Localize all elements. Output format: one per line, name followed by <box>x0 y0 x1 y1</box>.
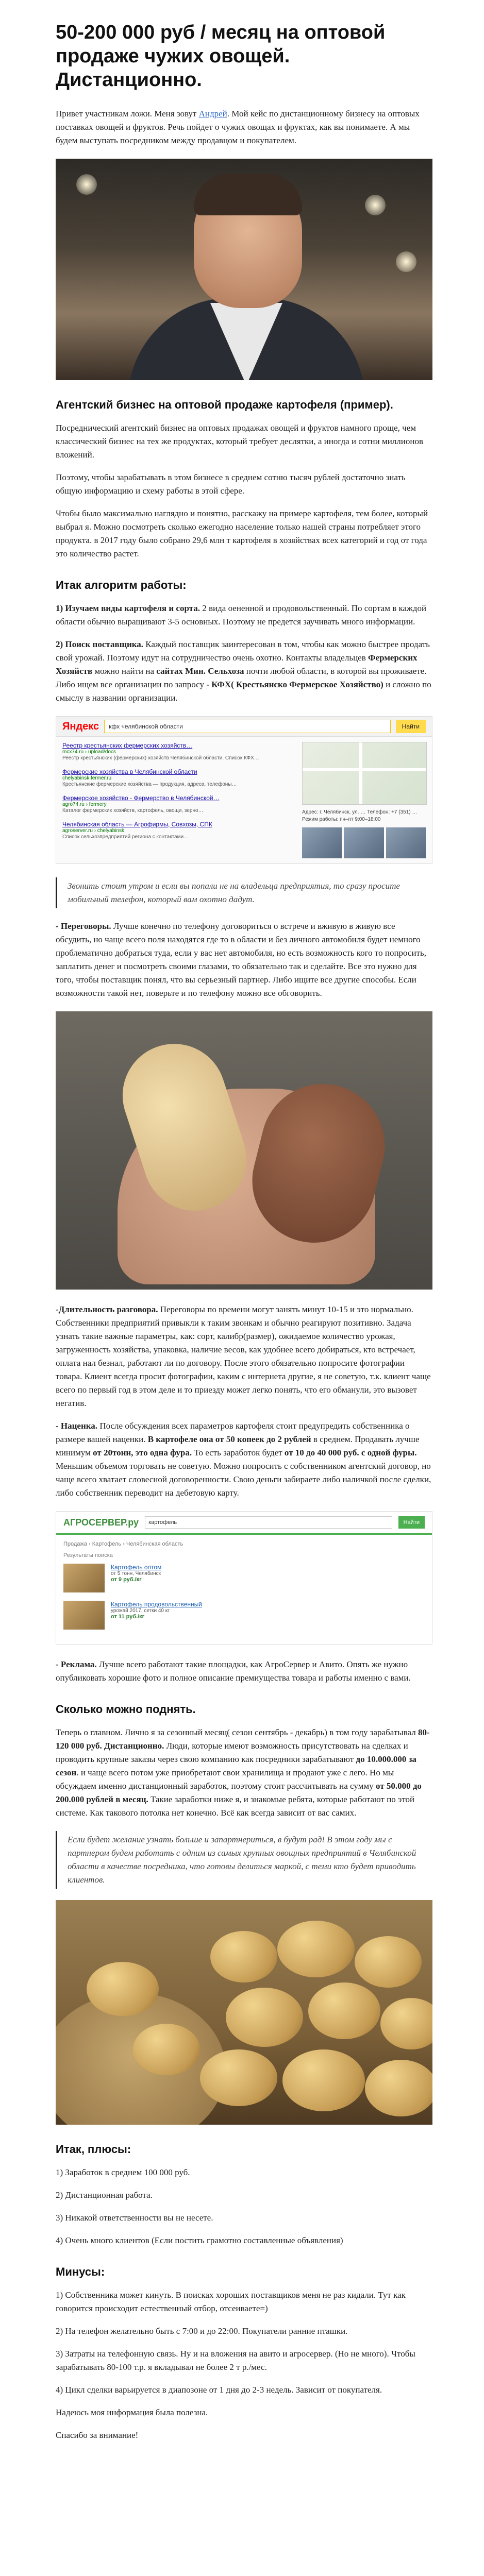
listing-thumbnail <box>63 1564 105 1592</box>
earnings-text: Теперь о главном. Лично я за сезонный месяц( сезон сентябрь - декабрь) в том году зарабатывал <box>56 1727 418 1737</box>
potatoes-pile-image <box>56 1900 432 2125</box>
list-item: 1) Заработок в среднем 100 000 руб. <box>56 2167 190 2177</box>
search-result-snippet: Каталог фермерских хозяйств, картофель, овощи, зерно… <box>62 808 204 814</box>
outro-paragraph: Надеюсь моя информация была полезна. <box>56 2408 208 2417</box>
negotiations-paragraph <box>56 920 432 1000</box>
listing-meta: от 5 тонн, Челябинск <box>111 1571 161 1577</box>
potato <box>87 1962 159 2016</box>
markup-paragraph <box>56 1419 432 1500</box>
potato-hand-photo <box>56 1011 432 1290</box>
ads-paragraph <box>56 1658 432 1685</box>
intro-paragraph <box>56 107 432 147</box>
step-2-text: и сложно по смыслу в названии организации. <box>56 680 431 703</box>
duration-text: Переговоры по времени могут занять минут 10-15 и это нормально. Собственники предприятий привыкли к таким звонкам и обычно реагируют позитивно. Задача узнать такие важные параметры, как: сорт, калибр(размер), ожидаемое количество урожая, загруженность хозяйства, упаковка, наличие весов, как удобнее всего добираться, кто встречает, оплата нал безнал, работают ли по договору. После этого обязательно попросите фотографии товара. Клиент всегда просит фотографии, каким с интернета другие, я не советую, т.к. клиент чаще всего по первый год в этом деле и то приезду может легко понять, что его обманули, это вызовет негатив. <box>56 1304 431 1408</box>
listing-title: Картофель продовольственный <box>111 1601 202 1608</box>
step-2-title: 2) Поиск поставщика. <box>56 639 144 649</box>
search-result-snippet: Список сельхозпредприятий региона с контактами… <box>62 834 189 840</box>
negotiations-text: Лучше конечно по телефону договориться о встрече и вживую в живую все обсудить, но чаще всего поля находятся где то в области и без личного автомобиля будет немного проблематично добраться туда, если у вас нет автомобиля, но есть возможность кого то попросить, заплатить денег и посмотреть своими глазами, то обязательно так и сделайте. Все это нужно для того, чтобы поставщик понял, что вы серьезный партнер. Либо ищите все другие способы. Если возможности такой нет, поверьте и по телефону можно все обговорить. <box>56 921 427 998</box>
potato <box>380 1998 432 2049</box>
paragraph: Посреднический агентский бизнес на оптовых продажах овощей и фруктов намного проще, чем классический бизнес на тех же продуктах, который требует деслятки, а иногда и сотни миллионов вложений. <box>56 423 423 460</box>
potato <box>133 2024 200 2075</box>
potato <box>365 2060 432 2116</box>
markup-text: После обсуждения всех параметров картофеля стоит предупредить собственника о размере вашей наценки. <box>56 1421 410 1444</box>
map-road <box>359 742 362 804</box>
author-link[interactable]: Андрей <box>198 109 227 118</box>
potatoes-photo <box>56 1900 432 2125</box>
search-result-url: mcx74.ru › upload/docs <box>62 749 116 755</box>
results-label: Результаты поиска <box>63 1552 113 1558</box>
section-heading-pros: Итак, плюсы: <box>56 2143 131 2156</box>
list-item: 4) Цикл сделки варьируется в диапозоне от 1 дня до 2-3 недель. Зависит от покупателя. <box>56 2385 382 2395</box>
paragraph: Чтобы было максимально наглядно и понятно, расскажу на примере картофеля, тем более, который выбрал я. Можно посмотреть сколько ежегодно население только нашей страны потребляет этого продукта. в 2017 году было собрано 29,6 млн т картофеля в хозяйствах всех категорий и год от года это количество растет. <box>56 509 428 558</box>
search-result-title: Фермерское хозяйство - Фермерство в Челябинской… <box>62 794 220 802</box>
search-result-snippet: Крестьянские фермерские хозяйства — продукция, адреса, телефоны… <box>62 782 237 787</box>
article-title: 50-200 000 руб / месяц на оптовой продаже чужих овощей. Дистанционно. <box>56 22 386 91</box>
duration-title: -Длительность разговора. <box>56 1304 158 1314</box>
yandex-logo: Яндекс <box>62 720 99 732</box>
search-result-snippet: Реестр крестьянских (фермерских) хозяйств Челябинской области. Список КФХ… <box>62 755 259 761</box>
list-item: 3) Затраты на телефонную связь. Ну и на вложения на авито и агросервер. (Но не много). Чтобы зарабатывать 80-100 т.р. я вкладывал не более 2 т р./мес. <box>56 2349 415 2372</box>
listing-item <box>63 1564 425 1592</box>
pros-list <box>56 2166 432 2247</box>
step-2-bold: сайтах Мин. Сельхоза <box>156 666 244 676</box>
search-result-url: agroserver.ru › chelyabinsk <box>62 828 125 834</box>
listing-title: Картофель оптом <box>111 1564 162 1571</box>
list-item: 3) Никакой ответственности вы не несете. <box>56 2213 213 2223</box>
step-1-text: 2 вида оененной и продовольственный. По сортам в каждой области обычно выращивают 3-5 основных. Поэтому не предется заучивать много информации. <box>56 603 427 626</box>
step-1-title: 1) Изучаем виды картофеля и сорта. <box>56 603 200 613</box>
photo-thumbnail <box>386 827 426 858</box>
step-2 <box>56 638 432 705</box>
lamp-glow <box>365 195 386 215</box>
listing-meta: урожай 2017, сетки 40 кг <box>111 1608 170 1614</box>
list-item: 2) Дистанционная работа. <box>56 2190 153 2200</box>
search-result-url: agro74.ru › fermery <box>62 802 107 807</box>
breadcrumb: Продажа › Картофель › Челябинская область <box>63 1541 183 1547</box>
potato <box>226 1988 303 2047</box>
agroserver-body <box>56 1535 432 1644</box>
yandex-screenshot <box>56 716 432 864</box>
negotiations-title: - Переговоры. <box>56 921 111 931</box>
agroserver-search-button: Найти <box>398 1516 425 1529</box>
section-heading-algorithm: Итак алгоритм работы: <box>56 579 187 591</box>
yandex-body <box>56 737 432 863</box>
lamp-glow <box>76 174 97 195</box>
search-result-title: Челябинская область — Агрофирмы, Совхозы, СПК <box>62 821 212 828</box>
duration-paragraph <box>56 1303 432 1410</box>
step-2-text: почти любой области, в которой вы проживаете. Либо ищем все организации по запросу - <box>56 666 427 689</box>
person-hair <box>194 174 302 215</box>
intro-text: Привет участникам ложи. Меня зовут <box>56 109 199 118</box>
potato <box>282 2049 365 2111</box>
agroserver-image <box>56 1511 432 1645</box>
potato <box>355 1936 422 1988</box>
earnings-text: Такие заработки ниже я, и знакомые ребята, которые работают по этой системе. Как такового потолка нет конечно. Всё как всегда зависит от вас самих. <box>56 1794 415 1818</box>
agroserver-logo: АГРОСЕРВЕР.ру <box>63 1517 139 1528</box>
earnings-paragraph <box>56 1726 432 1820</box>
list-item: 4) Очень много клиентов (Если постить грамотно составленные объявления) <box>56 2235 343 2245</box>
search-result-title: Фермерские хозяйства в Челябинской области <box>62 768 197 775</box>
yandex-search-input: кфх челябинской области <box>104 720 391 733</box>
agroserver-screenshot <box>56 1511 432 1645</box>
earnings-bold: 80-120 000 руб. Дистанционно. <box>56 1727 430 1751</box>
paragraph: Поэтому, чтобы зарабатывать в этом бизнесе в среднем сотню тысяч рублей достаточно знать общую информацию и схему работы в этой сфере. <box>56 472 406 496</box>
section-heading-earnings: Сколько можно поднять. <box>56 1703 196 1716</box>
listing-item <box>63 1601 425 1630</box>
step-1 <box>56 602 432 629</box>
agroserver-search-input: картофель <box>145 1516 392 1529</box>
markup-bold: от 10 до 40 000 руб. с одной фуры. <box>284 1448 417 1458</box>
listing-text <box>111 1564 161 1583</box>
section-heading-cons: Минусы: <box>56 2265 105 2278</box>
side-photos <box>302 827 426 858</box>
potato-hand-image <box>56 1011 432 1290</box>
lamp-glow <box>396 251 416 272</box>
earnings-text: . и чаще всего потом уже приобретают свои хранилища и продают уже с лего. Но мы обсуждаем именно дистанционный заработок, поэтому стоит рассчитывать на сумму <box>56 1768 394 1791</box>
markup-text: в среднем. Продавать лучше минимум <box>56 1434 420 1458</box>
quote-partnership: Если будет желание узнать больше и запартнериться, в будут рад! В этом году мы с партнером будем работать с одним из самых крупных овощных предприятий в Челябинской области в качестве посредника, что готовы делиться маркой, с теми кто будет приводить клиентов. <box>56 1831 432 1889</box>
photo-thumbnail <box>302 827 342 858</box>
side-info: Адрес: г. Челябинск, ул. … Телефон: +7 (351) … Режим работы: пн–пт 9:00–18:00 <box>302 809 418 822</box>
markup-title: - Наценка. <box>56 1421 98 1431</box>
ads-title: - Реклама. <box>56 1659 97 1669</box>
listing-price: от 9 руб./кг <box>111 1577 142 1583</box>
quote-call-tip: Звонить стоит утром и если вы попали не на владельца предприятия, то сразу просите мобильный телефон, который вам охотно дадут. <box>56 877 432 908</box>
earnings-bold: до 10.000.000 за сезон <box>56 1754 416 1777</box>
map-thumbnail <box>302 742 427 805</box>
potato <box>308 1982 380 2039</box>
potato <box>277 1921 355 1977</box>
list-item: 1) Собственника может кинуть. В поисках хороших поставщиков меня не раз кидали. Тут как говорится происходит естественный отбор, отсеиваете=) <box>56 2290 406 2313</box>
yandex-results-list <box>62 742 295 858</box>
yandex-header <box>56 717 432 737</box>
step-2-bold: КФХ( Крестьянско Фермерское Хозяйство) <box>211 680 383 689</box>
step-2-text: можно найти на <box>92 666 157 676</box>
author-photo <box>56 159 432 380</box>
search-result <box>62 742 295 762</box>
outro-thanks: Спасибо за внимание! <box>56 2430 139 2440</box>
section-heading-agent-business: Агентский бизнес на оптовой продаже картофеля (пример). <box>56 398 393 411</box>
yandex-search-button: Найти <box>396 720 426 733</box>
search-result <box>62 821 295 841</box>
listing-thumbnail <box>63 1601 105 1630</box>
search-result-title: Реестр крестьянских фермерских хозяйств… <box>62 742 193 749</box>
search-result <box>62 794 295 815</box>
markup-text: То есть заработок будет <box>192 1448 285 1458</box>
listing-text <box>111 1601 202 1620</box>
potato <box>200 2049 277 2106</box>
markup-bold: В картофеле она от 50 копеек до 2 рублей <box>147 1434 311 1444</box>
list-item: 2) На телефон желательно быть с 7:00 и до 22:00. Покупатели ранние пташки. <box>56 2326 348 2336</box>
potato <box>210 1931 277 1982</box>
earnings-bold: от 50.000 до 200.000 рублей в месяц. <box>56 1781 422 1804</box>
search-result-url: chelyabinsk.fermer.ru <box>62 775 112 781</box>
agroserver-header <box>56 1512 432 1535</box>
step-2-text: Каждый поставщик заинтересован в том, чтобы как можно быстрее продать свой урожай. Поэтому идут на сотрудничество очень охотно. Контакты владельцев <box>56 639 430 663</box>
photo-thumbnail <box>344 827 383 858</box>
author-photo-image <box>56 159 432 380</box>
listing-price: от 11 руб./кг <box>111 1614 145 1620</box>
markup-text: Меньшим объемом торговать не советую. Можно попросить с собственником агентский договор, но чаще всего хватает словесной договоренности. Свою деньги забираете либо наличкой после сделки, либо собственник переводит на дебетовую карту. <box>56 1461 431 1498</box>
earnings-text: Люди, которые имеют возможность присутствовать на сделках и проводить крупные заказы через свою компанию как посредники зарабатывают <box>56 1741 408 1764</box>
map-road <box>303 768 426 771</box>
intro-text-rest: . Мой кейс по дистанционному бизнесу на оптовых поставках овощей и фруктов. Речь пойдет о чужих овощах и фруктах, как вы понимаете. А мы будем выступать посредником между продавцом и покупателем. <box>56 109 420 145</box>
step-2-bold: Фермерских Хозяйств <box>56 653 418 676</box>
search-result <box>62 768 295 788</box>
markup-bold: от 20тонн, это одна фура. <box>93 1448 192 1458</box>
yandex-side-panel <box>302 742 426 858</box>
cons-list <box>56 2289 432 2397</box>
ads-text: Лучше всего работают такие площадки, как АгроСервер и Авито. Опять же нужно опубликовать хорошие фото и полное описание премиущества товара и работы именно с вами. <box>56 1659 411 1683</box>
yandex-results-image <box>56 716 432 864</box>
